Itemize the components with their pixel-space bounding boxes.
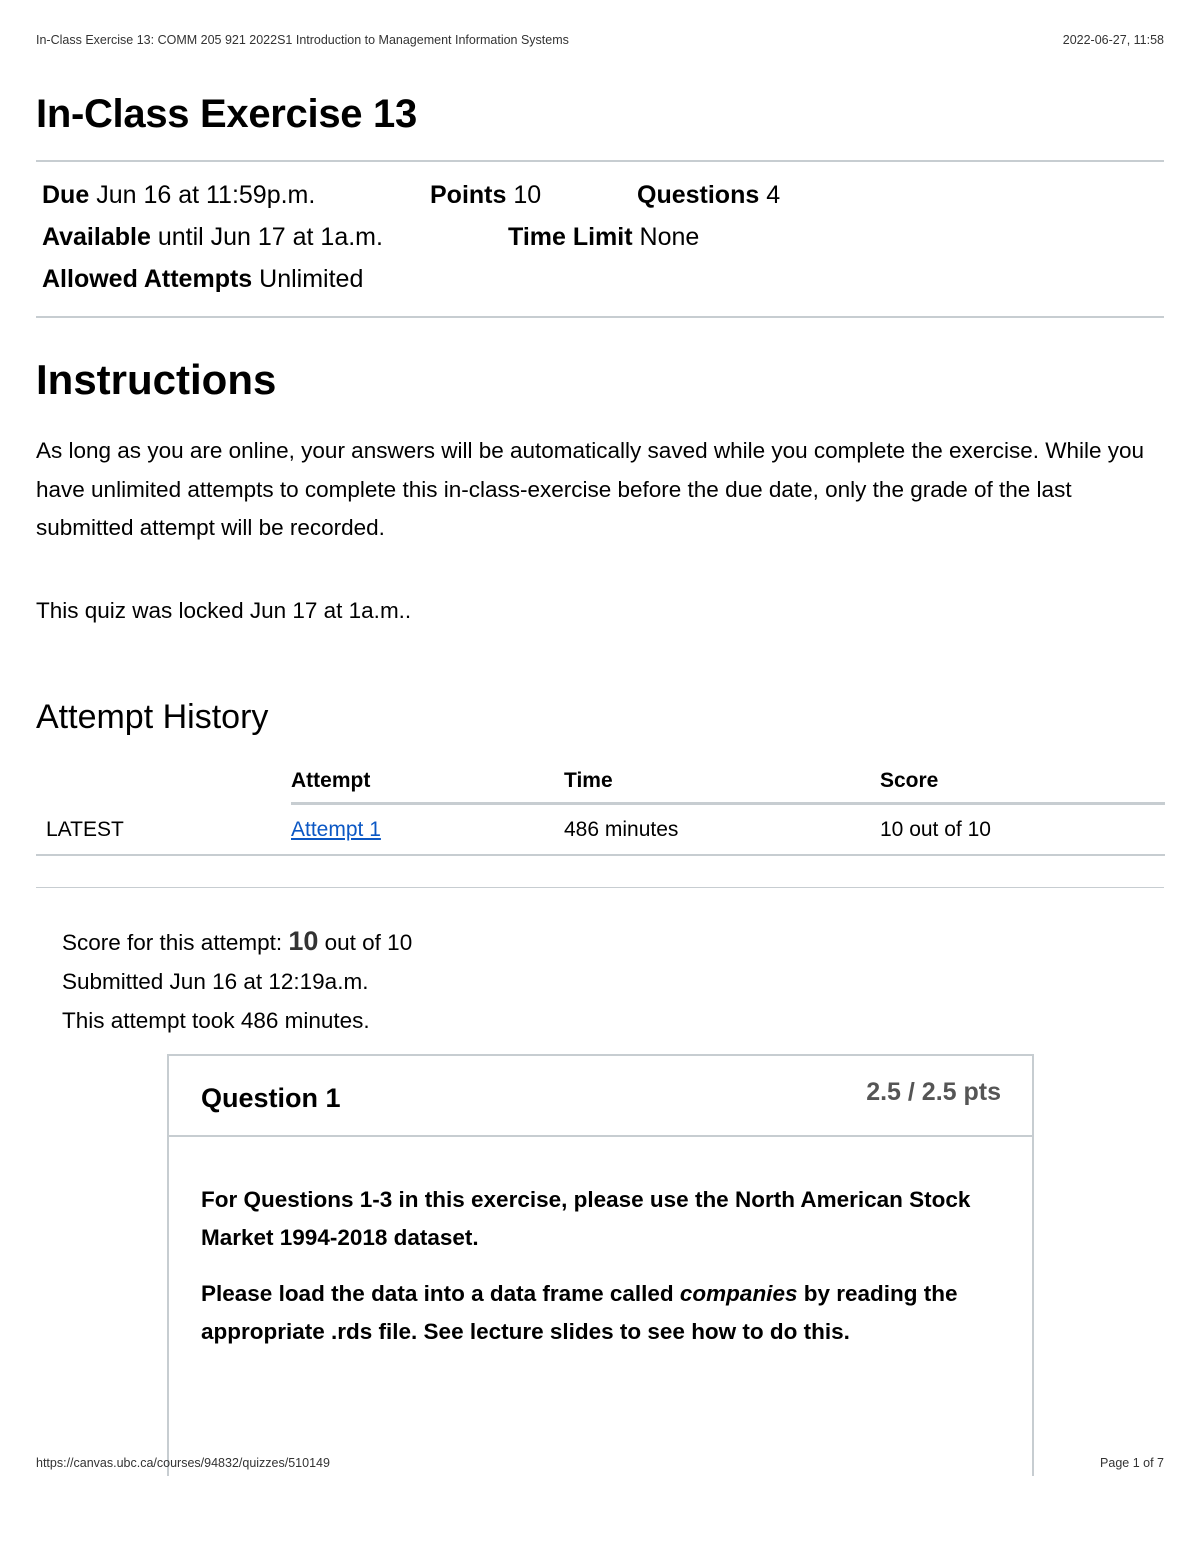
column-header-attempt: Attempt — [291, 760, 564, 804]
time-limit-info — [508, 223, 699, 252]
divider — [36, 316, 1164, 318]
question-paragraph — [201, 1275, 1001, 1351]
score-line — [62, 922, 412, 962]
duration-text: This attempt took 486 minutes. — [62, 1008, 370, 1033]
score-suffix: out of 10 — [318, 930, 413, 955]
score-summary — [62, 922, 412, 1040]
time-limit-label: Time Limit — [508, 223, 633, 251]
print-header-title: In-Class Exercise 13: COMM 205 921 2022S1 Introduction to Management Information Systems — [36, 33, 569, 47]
instructions-title: Instructions — [36, 356, 277, 403]
instructions-text: As long as you are online, your answers will be automatically saved while you complete the exercise. While you have unlimited attempts to complete this in-class-exercise before the due date, only the grade of the last submitted attempt will be recorded. — [36, 438, 1145, 540]
question-paragraph: For Questions 1-3 in this exercise, please use the North American Stock Market 1994-2018 dataset. — [201, 1187, 971, 1250]
print-footer-page: Page 1 of 7 — [1100, 1456, 1164, 1470]
attempt-status: LATEST — [36, 804, 291, 856]
table-row — [36, 804, 1165, 856]
due-value: Jun 16 at 11:59p.m. — [96, 181, 316, 209]
allowed-attempts-info — [42, 265, 363, 294]
dataframe-name: companies — [679, 1281, 798, 1306]
locked-notice: This quiz was locked Jun 17 at 1a.m.. — [36, 598, 412, 623]
score-prefix: Score for this attempt: — [62, 930, 289, 955]
available-value: until Jun 17 at 1a.m. — [157, 223, 383, 251]
print-footer-url: https://canvas.ubc.ca/courses/94832/quizzes/510149 — [36, 1456, 330, 1470]
question-text: by reading the appropriate .rds file. See lecture slides to see how to do this. — [201, 1281, 958, 1344]
question-points: 2.5 / 2.5 pts — [866, 1078, 1001, 1106]
print-header — [36, 33, 1164, 47]
due-info — [42, 181, 315, 210]
question-title: Question 1 — [201, 1083, 341, 1113]
attempt-time: 486 minutes — [564, 804, 880, 856]
column-header-score: Score — [880, 760, 1165, 804]
attempt-1-link[interactable]: Attempt 1 — [291, 817, 381, 841]
questions-value: 4 — [766, 181, 781, 209]
question-card — [167, 1054, 1034, 1476]
points-label: Points — [430, 181, 507, 209]
column-header-time: Time — [564, 760, 880, 804]
attempt-cell — [291, 804, 564, 856]
score-value: 10 — [288, 926, 319, 956]
column-header-status — [36, 760, 291, 804]
points-info — [430, 181, 541, 210]
attempt-history-title: Attempt History — [36, 698, 269, 736]
questions-info — [637, 181, 780, 210]
attempt-score: 10 out of 10 — [880, 804, 1165, 856]
table-header-row — [36, 760, 1165, 804]
page-title: In-Class Exercise 13 — [36, 92, 417, 136]
allowed-attempts-label: Allowed Attempts — [42, 265, 253, 293]
question-header — [169, 1056, 1032, 1137]
question-text: Please load the data into a data frame called — [201, 1281, 680, 1306]
due-label: Due — [42, 181, 90, 209]
divider — [36, 887, 1164, 888]
allowed-attempts-value: Unlimited — [259, 265, 364, 293]
question-body — [201, 1181, 1001, 1369]
time-limit-value: None — [639, 223, 700, 251]
available-info — [42, 223, 383, 252]
submitted-text: Submitted Jun 16 at 12:19a.m. — [62, 969, 369, 994]
divider — [36, 160, 1164, 162]
print-footer — [36, 1456, 1164, 1470]
print-header-timestamp: 2022-06-27, 11:58 — [1062, 33, 1164, 47]
available-label: Available — [42, 223, 151, 251]
points-value: 10 — [513, 181, 542, 209]
questions-label: Questions — [637, 181, 760, 209]
attempt-history-table — [36, 760, 1165, 856]
